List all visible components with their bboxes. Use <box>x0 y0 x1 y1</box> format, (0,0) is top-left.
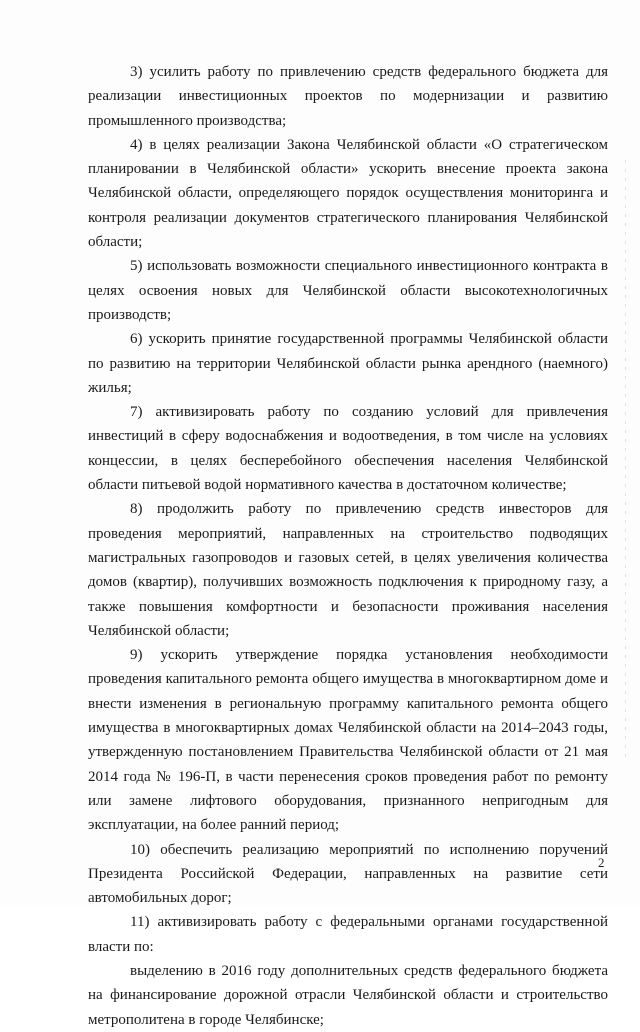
paragraph-11-item: выделению в 2016 году дополнительных средств федерального бюджета на финансирование дорожной отрасли Челябинской области и строительство метрополитена в городе Челябинске; <box>88 962 608 1028</box>
paragraph-3: 3) усилить работу по привлечению средств федерального бюджета для реализации инвестиционных проектов по модернизации и развитию промышленного производства; <box>88 64 608 129</box>
paragraph-5: 5) использовать возможности специального инвестиционного контракта в целях освоения новых для Челябинской области высокотехнологичных производств; <box>88 258 608 323</box>
paragraph-10: 10) обеспечить реализацию мероприятий по исполнению поручений Президента Российской Федерации, направленных на развитие сети автомобильных дорог; <box>88 841 608 907</box>
paragraph-9: 9) ускорить утверждение порядка установления необходимости проведения капитального ремонта общего имущества в многоквартирном доме и внести изменения в региональную программу капитального ремонта общего имущества в многоквартирных домах Челябинской области на 2014–2043 годы, утвержденную постановлением Правительства Челябинской области от 21 мая 2014 года № 196-П, в части перенесения сроков проведения работ по ремонту или замене лифтового оборудования, признанного непригодным для эксплуатации, на более ранний период; <box>88 647 608 834</box>
paragraph-11: 11) активизировать работу с федеральными органами государственной власти по: <box>88 914 608 955</box>
document-body <box>88 60 608 1032</box>
paragraph-7: 7) активизировать работу по созданию условий для привлечения инвестиций в сферу водоснабжения и водоотведения, в том числе на условиях концессии, в целях бесперебойного обеспечения населения Челябинской области питьевой водой нормативного качества в достаточном количестве; <box>88 404 608 494</box>
paragraph-8: 8) продолжить работу по привлечению средств инвесторов для проведения мероприятий, направленных на строительство подводящих магистральных газопроводов и газовых сетей, в целях увеличения количества домов (квартир), получивших возможность подключения к природному газу, а также повышения комфортности и безопасности проживания населения Челябинской области; <box>88 501 608 639</box>
paragraph-4: 4) в целях реализации Закона Челябинской области «О стратегическом планировании в Челябинской области» ускорить внесение проекта закона Челябинской области, определяющего порядок осуществления мониторинга и контроля реализации документов стратегического планирования Челябинской области; <box>88 136 608 251</box>
scan-edge-mark <box>625 160 626 760</box>
paragraph-6: 6) ускорить принятие государственной программы Челябинской области по развитию на территории Челябинской области рынка арендного (наемного) жилья; <box>88 331 608 396</box>
page-number: 2 <box>598 855 605 870</box>
